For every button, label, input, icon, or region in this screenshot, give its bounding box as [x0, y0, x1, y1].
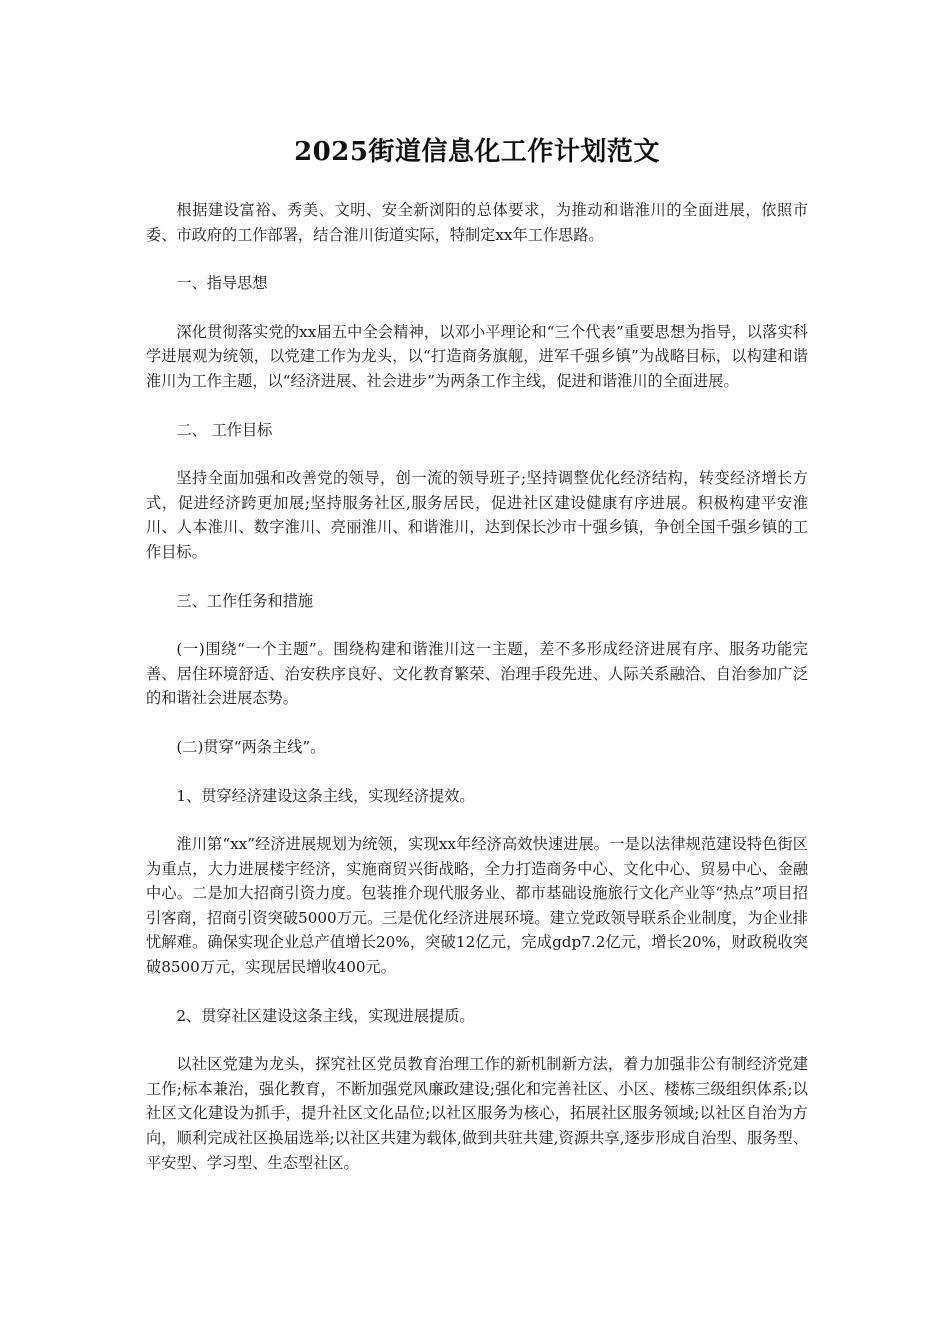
subheading-two-main-lines: (二)贯穿“两条主线”。 [176, 737, 326, 756]
subheading-economic-line: 1、贯穿经济建设这条主线，实现经济提效。 [176, 786, 475, 805]
document-title: 2025街道信息化工作计划范文 [294, 137, 660, 167]
paragraph-community-line: 以社区党建为龙头，探究社区党员教育治理工作的新机制新方法，着力加强非公有制经济党建工作;标本兼治，强化教育，不断加强党风廉政建设;强化和完善社区、小区、楼栋三级组织体系;以社区文化建设为抓手，提升社区文化品位;以社区服务为核心，拓展社区服务领域;以社区自治为方向，顺利完成社区换届选举;以社区共建为载体,做到共驻共建,资源共享,逐步形成自治型、服务型、平安型、学习型、生态型社区。 [146, 1055, 808, 1172]
paragraph-guiding-ideology: 深化贯彻落实党的xx届五中全会精神，以邓小平理论和“三个代表”重要思想为指导，以落实科学进展观为统领，以党建工作为龙头，以“打造商务旗舰，进军千强乡镇”为战略目标，以构建和谐淮川为工作主题，以“经济进展、社会进步”为两条工作主线，促进和谐淮川的全面进展。 [146, 322, 808, 390]
paragraph-economic-line: 淮川第“xx”经济进展规划为统领，实现xx年经济高效快速进展。一是以法律规范建设特色街区为重点，大力进展楼宇经济，实施商贸兴街战略，全力打造商务中心、文化中心、贸易中心、金融中心。二是加大招商引资力度。包装推介现代服务业、都市基础设施旅行文化产业等“热点”项目招引客商，招商引资突破5000万元。三是优化经济进展环境。建立党政领导联系企业制度，为企业排忧解难。确保实现企业总产值增长20%，突破12亿元，完成gdp7.2亿元，增长20%，财政税收突破8500万元，实现居民增收400元。 [146, 835, 808, 977]
section-heading-guiding-ideology: 一、指导思想 [176, 274, 268, 293]
paragraph-intro: 根据建设富裕、秀美、文明、安全新浏阳的总体要求，为推动和谐淮川的全面进展，依照市委、市政府的工作部署，结合淮川街道实际，特制定xx年工作思路。 [146, 201, 808, 244]
document-page [146, 128, 808, 1199]
subheading-community-line: 2、贯穿社区建设这条主线，实现进展提质。 [176, 1006, 475, 1025]
paragraph-one-theme: (一)围绕“一个主题”。围绕构建和谐淮川这一主题，差不多形成经济进展有序、服务功能完善、居住环境舒适、治安秩序良好、文化教育繁荣、治理手段先进、人际关系融洽、自治参加广泛的和谐社会进展态势。 [146, 640, 808, 708]
section-heading-work-goals: 二、 工作目标 [176, 420, 273, 439]
section-heading-tasks-measures: 三、工作任务和措施 [176, 591, 314, 610]
paragraph-work-goals: 坚持全面加强和改善党的领导，创一流的领导班子;坚持调整优化经济结构，转变经济增长方式，促进经济跨更加展;坚持服务社区,服务居民，促进社区建设健康有序进展。积极构建平安淮川、人本淮川、数字淮川、亮丽淮川、和谐淮川，达到保长沙市十强乡镇，争创全国千强乡镇的工作目标。 [146, 469, 808, 561]
document-body [146, 198, 808, 1175]
